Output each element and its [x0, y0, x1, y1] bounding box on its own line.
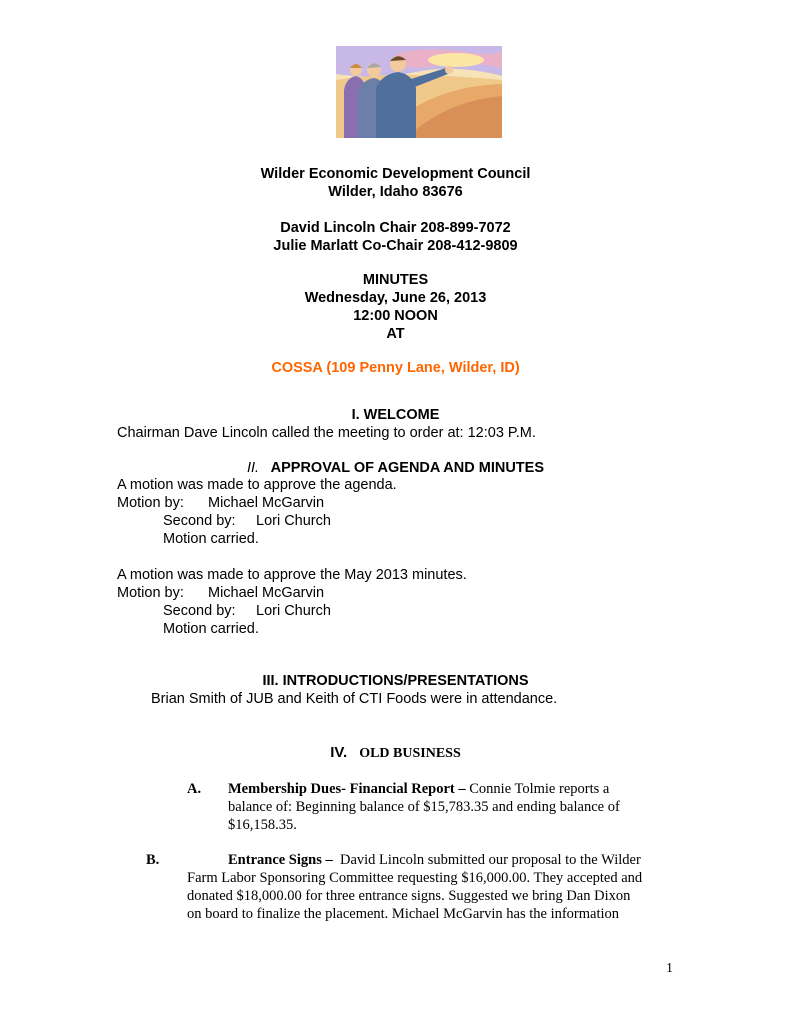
people-looking-at-horizon-clipart — [336, 46, 502, 138]
section-introductions-heading: III. INTRODUCTIONS/PRESENTATIONS — [262, 673, 529, 689]
motion2-motion-by: Michael McGarvin — [208, 585, 325, 601]
motion2-text: A motion was made to approve the May 2013 minutes. — [117, 567, 467, 583]
old-business-numeral: IV. — [330, 744, 348, 761]
item-b-title: Entrance Signs – — [228, 852, 333, 868]
meeting-time: 12:00 NOON — [353, 308, 438, 324]
motion2-motion-by-label: Motion by: — [117, 585, 184, 601]
section-old-business-heading — [0, 744, 791, 762]
chair-contact: David Lincoln Chair 208-899-7072 — [280, 220, 511, 236]
motion1-second-by-label: Second by: — [163, 513, 236, 529]
welcome-text: Chairman Dave Lincoln called the meeting to order at: 12:03 P.M. — [117, 425, 536, 441]
item-b-first-line — [228, 852, 641, 869]
motion1-result: Motion carried. — [163, 531, 259, 547]
item-a-body-line3: $16,158.35. — [228, 817, 297, 833]
item-b-body-line3: donated $18,000.00 for three entrance signs. Suggested we bring Dan Dixon — [187, 888, 631, 904]
co-chair-contact: Julie Marlatt Co-Chair 208-412-9809 — [273, 238, 518, 254]
meeting-venue: COSSA (109 Penny Lane, Wilder, ID) — [271, 360, 520, 376]
document-type: MINUTES — [362, 272, 429, 288]
item-b-body-first: David Lincoln submitted our proposal to the Wilder — [340, 852, 641, 868]
org-name: Wilder Economic Development Council — [260, 166, 531, 182]
approval-numeral: II. — [246, 460, 260, 476]
introductions-text: Brian Smith of JUB and Keith of CTI Foods were in attendance. — [151, 691, 558, 707]
item-a-body-line2: balance of: Beginning balance of $15,783.35 and ending balance of — [228, 799, 620, 815]
item-b-body-line4: on board to finalize the placement. Michael McGarvin has the information — [187, 906, 620, 922]
approval-heading-text: APPROVAL OF AGENDA AND MINUTES — [270, 460, 545, 476]
page-number: 1 — [666, 961, 673, 976]
section-welcome-heading: I. WELCOME — [351, 407, 440, 423]
org-location: Wilder, Idaho 83676 — [328, 184, 463, 200]
section-approval-heading — [0, 460, 791, 476]
motion1-second-by: Lori Church — [256, 513, 331, 529]
item-a-first-line — [228, 781, 609, 798]
item-a-body-first: Connie Tolmie reports a — [469, 781, 610, 797]
item-a-title: Membership Dues- Financial Report – — [228, 781, 466, 797]
motion2-result: Motion carried. — [163, 621, 259, 637]
item-b-body-line2: Farm Labor Sponsoring Committee requesting $16,000.00. They accepted and — [187, 870, 643, 886]
meeting-date: Wednesday, June 26, 2013 — [304, 290, 487, 306]
motion1-motion-by: Michael McGarvin — [208, 495, 325, 511]
motion1-text: A motion was made to approve the agenda. — [117, 477, 397, 493]
item-b-letter: B. — [146, 852, 160, 868]
at-label: AT — [386, 326, 405, 342]
motion1-motion-by-label: Motion by: — [117, 495, 184, 511]
motion2-second-by-label: Second by: — [163, 603, 236, 619]
old-business-heading-text: OLD BUSINESS — [359, 746, 461, 761]
motion2-second-by: Lori Church — [256, 603, 331, 619]
item-a-letter: A. — [187, 781, 202, 797]
